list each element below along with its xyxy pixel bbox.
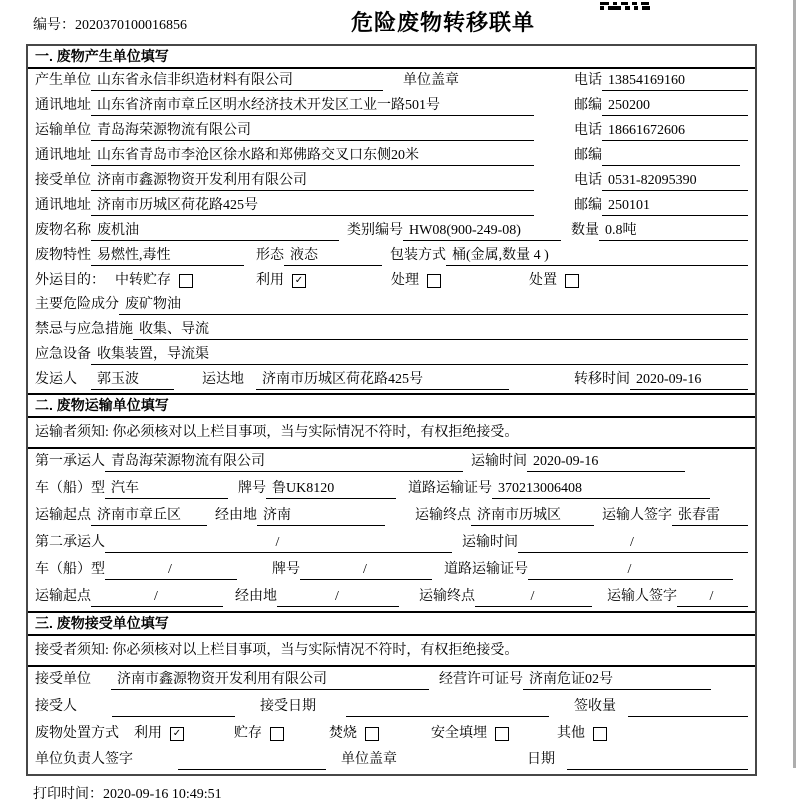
page-title: 危险废物转移联单 xyxy=(350,10,535,35)
transport-zip-value xyxy=(602,147,740,166)
vehicle-type2-label: 车（船）型 xyxy=(35,562,105,577)
quantity-value: 0.8吨 xyxy=(599,222,748,241)
transport-phone-label: 电话 xyxy=(574,123,602,138)
carrier-sign1-label: 运输人签字 xyxy=(602,508,672,523)
accept-person-label: 接受人 xyxy=(35,699,77,714)
category-code-label: 类别编号 xyxy=(347,223,403,238)
quantity-label: 数量 xyxy=(571,223,599,238)
producer-address-value: 山东省济南市章丘区明水经济技术开发区工业一路501号 xyxy=(91,97,534,116)
endpoint2-label: 运输终点 xyxy=(419,589,475,604)
receiver-zip-label: 邮编 xyxy=(574,198,602,213)
disposal-method-label: 废物处置方式 xyxy=(35,726,119,741)
via2-value: / xyxy=(277,588,399,607)
waste-name-label: 废物名称 xyxy=(35,223,91,238)
producer-unit-value: 山东省永信非织造材料有限公司 xyxy=(91,72,383,91)
producer-zip-col xyxy=(548,94,748,119)
transport-unit-value: 青岛海荣源物流有限公司 xyxy=(91,122,534,141)
via2-label: 经由地 xyxy=(235,589,277,604)
vehicle-type1-label: 车（船）型 xyxy=(35,481,105,496)
accept-date-value xyxy=(346,698,549,717)
row-transport-unit xyxy=(28,119,755,144)
row-receiver-unit xyxy=(28,169,755,194)
received-amount-label: 签收量 xyxy=(574,699,616,714)
document-header xyxy=(0,0,796,44)
disposal-option-incinerate xyxy=(329,725,379,743)
disposal-option-landfill xyxy=(431,725,509,743)
checkbox-checked-icon: ✓ xyxy=(292,274,306,288)
receiver-address-value: 济南市历城区荷花路425号 xyxy=(91,197,534,216)
receiver-address-label: 通讯地址 xyxy=(35,198,91,213)
row-producer-unit xyxy=(28,69,755,94)
shipper-value: 郭玉波 xyxy=(91,371,174,390)
row-waste-name xyxy=(28,219,755,244)
section-transporter xyxy=(28,393,755,611)
disposal-option-store xyxy=(234,725,284,743)
category-code-value: HW08(900-249-08) xyxy=(403,222,561,241)
endpoint1-value: 济南市历城区 xyxy=(471,507,594,526)
row-taboo-measures xyxy=(28,318,755,343)
plate2-value: / xyxy=(300,561,432,580)
receiver-phone-col xyxy=(548,169,748,194)
carrier-sign2-value: / xyxy=(677,588,748,607)
purpose-option-treat xyxy=(391,272,441,290)
transport-time1-value: 2020-09-16 xyxy=(527,453,685,472)
row-receiver-address xyxy=(28,194,755,219)
producer-zip-label: 邮编 xyxy=(574,98,602,113)
transport-time2-value: / xyxy=(518,534,748,553)
section2-header: 二. 废物运输单位填写 xyxy=(28,393,755,418)
purpose-option-use xyxy=(256,272,306,290)
producer-address-label: 通讯地址 xyxy=(35,98,91,113)
plate1-value: 鲁UK8120 xyxy=(266,480,396,499)
checkbox-icon xyxy=(427,274,441,288)
license-value: 济南危证02号 xyxy=(523,671,711,690)
row-responsible-sign xyxy=(28,747,755,774)
second-carrier-value: / xyxy=(105,534,452,553)
checkbox-icon xyxy=(565,274,579,288)
waste-name-value: 废机油 xyxy=(91,222,339,241)
road-permit2-label: 道路运输证号 xyxy=(444,562,528,577)
transfer-time-col xyxy=(548,368,748,393)
checkbox-icon xyxy=(495,727,509,741)
row-waste-character xyxy=(28,244,755,269)
date-value xyxy=(567,751,748,770)
endpoint1-label: 运输终点 xyxy=(415,508,471,523)
producer-phone-label: 电话 xyxy=(574,73,602,88)
receiver-notice: 接受者须知: 你必须核对以上栏目事项，当与实际情况不符时，有权拒绝接受。 xyxy=(28,636,755,667)
disposal-store-label: 贮存 xyxy=(234,726,262,741)
transport-time1-label: 运输时间 xyxy=(471,454,527,469)
transfer-time-label: 转移时间 xyxy=(574,372,630,387)
road-permit2-value: / xyxy=(528,561,733,580)
row-producer-address xyxy=(28,94,755,119)
transport-time2-label: 运输时间 xyxy=(462,535,518,550)
producer-unit-label: 产生单位 xyxy=(35,73,91,88)
transfer-time-value: 2020-09-16 xyxy=(630,371,748,390)
row-vehicle2 xyxy=(28,557,755,584)
transporter-notice: 运输者须知: 你必须核对以上栏目事项，当与实际情况不符时，有权拒绝接受。 xyxy=(28,418,755,449)
row-outbound-purpose xyxy=(28,269,755,293)
row-accept-unit xyxy=(28,667,755,694)
disposal-option-use xyxy=(134,725,184,743)
purpose-treat-label: 处理 xyxy=(391,273,419,288)
transport-phone-value: 18661672606 xyxy=(602,122,748,141)
packing-label: 包装方式 xyxy=(390,248,446,263)
vehicle-type2-value: / xyxy=(105,561,237,580)
form-state-label: 形态 xyxy=(256,248,284,263)
checkbox-icon xyxy=(179,274,193,288)
transport-address-value: 山东省青岛市李沧区徐水路和郑佛路交叉口东侧20米 xyxy=(91,147,534,166)
row-emergency-equipment xyxy=(28,343,755,368)
row-disposal-method xyxy=(28,721,755,747)
row-route1 xyxy=(28,503,755,530)
road-permit1-label: 道路运输证号 xyxy=(408,481,492,496)
date-label: 日期 xyxy=(527,752,555,767)
print-time-value: 2020-09-16 10:49:51 xyxy=(103,787,222,802)
vehicle-type1-value: 汽车 xyxy=(105,480,228,499)
purpose-option-dispose xyxy=(529,272,579,290)
shipper-label: 发运人 xyxy=(35,372,77,387)
accept-unit-value: 济南市鑫源物资开发利用有限公司 xyxy=(111,671,429,690)
producer-phone-value: 13854169160 xyxy=(602,72,748,91)
section-receiver xyxy=(28,611,755,774)
row-shipper xyxy=(28,368,755,393)
plate2-label: 牌号 xyxy=(272,562,300,577)
first-carrier-label: 第一承运人 xyxy=(35,454,105,469)
disposal-option-other xyxy=(557,725,607,743)
waste-character-value: 易燃性,毒性 xyxy=(91,247,244,266)
purpose-storage-label: 中转贮存 xyxy=(115,273,171,288)
accept-person-value xyxy=(112,698,235,717)
responsible-sign-value xyxy=(178,751,326,770)
carrier-sign1-value: 张春雷 xyxy=(672,507,748,526)
checkbox-icon xyxy=(593,727,607,741)
section1-header: 一. 废物产生单位填写 xyxy=(28,46,755,69)
qr-code-fragment-icon xyxy=(600,0,650,16)
emergency-equipment-value: 收集装置，导流渠 xyxy=(91,346,748,365)
origin1-value: 济南市章丘区 xyxy=(91,507,207,526)
taboo-measures-label: 禁忌与应急措施 xyxy=(35,322,133,337)
print-time-label: 打印时间： xyxy=(33,787,103,802)
carrier-sign2-label: 运输人签字 xyxy=(607,589,677,604)
unit-seal2-label: 单位盖章 xyxy=(341,752,397,767)
checkbox-icon xyxy=(270,727,284,741)
purpose-use-label: 利用 xyxy=(256,273,284,288)
receiver-phone-value: 0531-82095390 xyxy=(602,172,748,191)
emergency-equipment-label: 应急设备 xyxy=(35,347,91,362)
serial-label: 编号： xyxy=(33,18,75,33)
row-route2 xyxy=(28,584,755,611)
section3-header: 三. 废物接受单位填写 xyxy=(28,611,755,636)
transport-phone-col xyxy=(548,119,748,144)
purpose-option-storage xyxy=(115,272,193,290)
license-label: 经营许可证号 xyxy=(439,672,523,687)
waste-character-label: 废物特性 xyxy=(35,248,91,263)
row-hazard-component xyxy=(28,293,755,318)
disposal-landfill-label: 安全填埋 xyxy=(431,726,487,741)
transport-unit-label: 运输单位 xyxy=(35,123,91,138)
transfer-form-table xyxy=(26,44,757,776)
received-amount-value xyxy=(628,698,748,717)
road-permit1-value: 370213006408 xyxy=(492,480,710,499)
taboo-measures-value: 收集、导流 xyxy=(133,321,748,340)
producer-zip-value: 250200 xyxy=(602,97,748,116)
row-transport-address xyxy=(28,144,755,169)
destination-label: 运达地 xyxy=(202,372,244,387)
checkbox-icon xyxy=(365,727,379,741)
accept-unit-label: 接受单位 xyxy=(35,672,91,687)
unit-seal-label: 单位盖章 xyxy=(403,73,459,88)
packing-value: 桶(金属,数量 4 ) xyxy=(446,247,748,266)
form-state-value: 液态 xyxy=(284,247,382,266)
transport-zip-col xyxy=(548,144,748,169)
origin2-value: / xyxy=(91,588,223,607)
receiver-unit-value: 济南市鑫源物资开发利用有限公司 xyxy=(91,172,534,191)
first-carrier-value: 青岛海荣源物流有限公司 xyxy=(105,453,463,472)
transport-zip-label: 邮编 xyxy=(574,148,602,163)
hazard-component-value: 废矿物油 xyxy=(119,296,748,315)
receiver-unit-label: 接受单位 xyxy=(35,173,91,188)
outbound-purpose-label: 外运目的： xyxy=(35,273,105,288)
origin1-label: 运输起点 xyxy=(35,508,91,523)
print-time-line xyxy=(33,783,796,803)
row-second-carrier xyxy=(28,530,755,557)
row-vehicle1 xyxy=(28,476,755,503)
row-accept-person xyxy=(28,694,755,721)
disposal-incinerate-label: 焚烧 xyxy=(329,726,357,741)
receiver-zip-col xyxy=(548,194,748,219)
plate1-label: 牌号 xyxy=(238,481,266,496)
receiver-phone-label: 电话 xyxy=(574,173,602,188)
via1-label: 经由地 xyxy=(215,508,257,523)
serial-number: 2020370100016856 xyxy=(75,18,187,33)
producer-phone-col xyxy=(548,69,748,94)
responsible-sign-label: 单位负责人签字 xyxy=(35,752,133,767)
row-first-carrier xyxy=(28,449,755,476)
destination-value: 济南市历城区荷花路425号 xyxy=(256,371,509,390)
purpose-dispose-label: 处置 xyxy=(529,273,557,288)
disposal-use-label: 利用 xyxy=(134,726,162,741)
disposal-other-label: 其他 xyxy=(557,726,585,741)
origin2-label: 运输起点 xyxy=(35,589,91,604)
endpoint2-value: / xyxy=(475,588,592,607)
checkbox-checked-icon: ✓ xyxy=(170,727,184,741)
transport-address-label: 通讯地址 xyxy=(35,148,91,163)
second-carrier-label: 第二承运人 xyxy=(35,535,105,550)
section-producer xyxy=(28,46,755,393)
via1-value: 济南 xyxy=(257,507,385,526)
accept-date-label: 接受日期 xyxy=(260,699,316,714)
receiver-zip-value: 250101 xyxy=(602,197,748,216)
hazard-component-label: 主要危险成分 xyxy=(35,297,119,312)
